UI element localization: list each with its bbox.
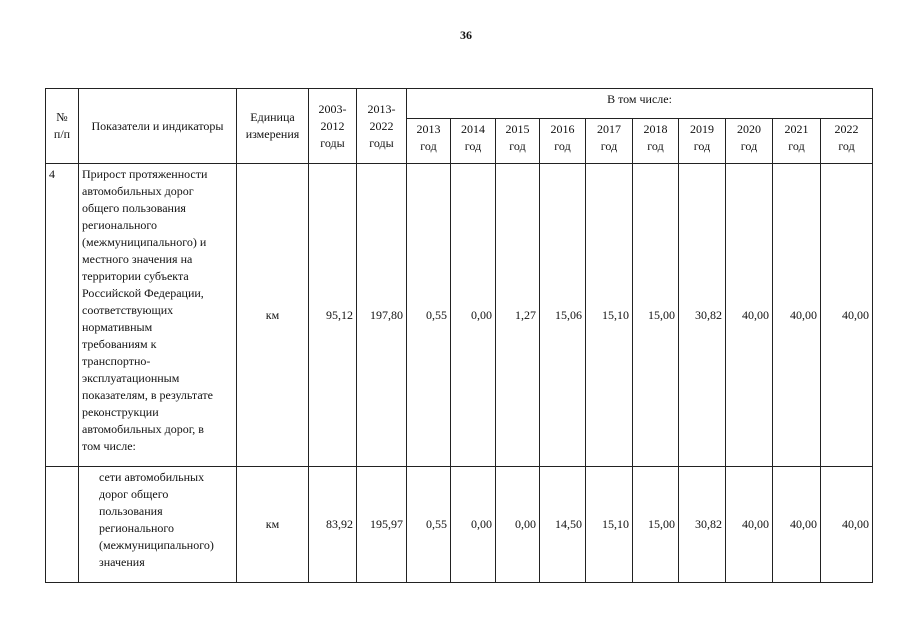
year-label: 2018: [643, 122, 668, 136]
year-suffix: год: [600, 139, 618, 153]
year-suffix: год: [509, 139, 526, 153]
header-unit-line-2: измерения: [245, 127, 300, 141]
value-2018: 15,00: [633, 467, 679, 583]
value-2019: 30,82: [679, 467, 726, 583]
row-number: 4: [46, 164, 79, 467]
header-in-total: В том числе:: [407, 89, 873, 119]
unit-cell: км: [237, 164, 309, 467]
indicator-line: территории субъекта: [82, 269, 189, 283]
header-unit: [237, 89, 309, 164]
indicators-table: [45, 88, 873, 583]
value-2022: 40,00: [821, 467, 873, 583]
indicator-line: (межмуниципального) и: [82, 235, 207, 249]
value-2015: 0,00: [496, 467, 540, 583]
year-label: 2017: [597, 122, 621, 136]
indicator-line: показателям, в результате: [82, 388, 213, 402]
value-2021: 40,00: [773, 467, 821, 583]
header-unit-line-1: Единица: [250, 110, 295, 124]
header-year-2013: [407, 119, 451, 164]
indicator-line: том числе:: [82, 439, 136, 453]
year-label: 2021: [784, 122, 809, 136]
value-2013: 0,55: [407, 164, 451, 467]
indicator-line: пользования: [99, 504, 163, 518]
value-2013-2022: 197,80: [357, 164, 407, 467]
value-2015: 1,27: [496, 164, 540, 467]
unit-cell: км: [237, 467, 309, 583]
header-period-2-line-3: годы: [369, 135, 394, 150]
indicator-line: эксплуатационным: [82, 371, 180, 385]
value-2020: 40,00: [726, 467, 773, 583]
table-row: [46, 467, 873, 583]
indicator-line: автомобильных дорог: [82, 184, 194, 198]
indicator-line: регионального: [82, 218, 158, 232]
year-label: 2016: [550, 122, 575, 136]
header-num: [46, 89, 79, 164]
table-row: [46, 164, 873, 467]
value-2021: 40,00: [773, 164, 821, 467]
indicator-line: местного значения на: [82, 252, 193, 266]
header-year-2019: [679, 119, 726, 164]
value-2013-2022: 195,97: [357, 467, 407, 583]
header-indicators: Показатели и индикаторы: [79, 89, 237, 164]
header-period-1-line-2: 2012: [320, 118, 345, 133]
value-2017: 15,10: [586, 467, 633, 583]
year-suffix: год: [464, 139, 482, 153]
year-suffix: год: [554, 139, 571, 153]
header-period-2003-2012: [309, 89, 357, 164]
value-2003-2012: 95,12: [309, 164, 357, 467]
year-suffix: год: [693, 139, 711, 153]
value-2014: 0,00: [451, 164, 496, 467]
indicator-line: сети автомобильных: [99, 470, 205, 484]
indicator-line: значения: [99, 555, 145, 569]
header-year-2020: [726, 119, 773, 164]
year-suffix: год: [420, 139, 437, 153]
year-label: 2019: [690, 122, 714, 136]
value-2013: 0,55: [407, 467, 451, 583]
year-label: 2014: [461, 122, 485, 136]
indicator-cell: [79, 467, 237, 583]
header-year-2014: [451, 119, 496, 164]
value-2019: 30,82: [679, 164, 726, 467]
row-number: [46, 467, 79, 583]
indicator-line: регионального: [99, 521, 175, 535]
value-2014: 0,00: [451, 467, 496, 583]
year-label: 2022: [834, 122, 859, 136]
header-period-2-line-2: 2022: [369, 118, 394, 133]
indicator-line: общего пользования: [82, 201, 186, 215]
indicator-line: реконструкции: [82, 405, 159, 419]
header-year-2018: [633, 119, 679, 164]
indicator-line: нормативным: [82, 320, 153, 334]
year-suffix: год: [647, 139, 664, 153]
value-2016: 14,50: [540, 467, 586, 583]
value-2003-2012: 83,92: [309, 467, 357, 583]
indicator-line: транспортно-: [82, 354, 151, 368]
value-2020: 40,00: [726, 164, 773, 467]
indicator-line: Российской Федерации,: [82, 286, 204, 300]
indicator-line: автомобильных дорог, в: [82, 422, 204, 436]
header-year-2022: [821, 119, 873, 164]
value-2018: 15,00: [633, 164, 679, 467]
header-year-2015: [496, 119, 540, 164]
header-year-2016: [540, 119, 586, 164]
header-year-2021: [773, 119, 821, 164]
indicator-line: требованиям к: [82, 337, 157, 351]
year-label: 2020: [737, 122, 761, 136]
year-suffix: год: [740, 139, 758, 153]
header-num-line-1: №: [56, 110, 68, 124]
header-period-2013-2022: [357, 89, 407, 164]
indicator-cell: [79, 164, 237, 467]
year-label: 2013: [416, 122, 441, 136]
header-period-2-line-1: 2013-: [367, 101, 396, 116]
year-suffix: год: [788, 139, 805, 153]
indicator-line: соответствующих: [82, 303, 174, 317]
indicator-line: (межмуниципального): [99, 538, 214, 552]
value-2016: 15,06: [540, 164, 586, 467]
year-label: 2015: [505, 122, 530, 136]
page-number: 36: [460, 28, 472, 42]
header-period-1-line-3: годы: [320, 135, 345, 150]
year-suffix: год: [838, 139, 855, 153]
indicator-line: дорог общего: [99, 487, 169, 501]
value-2017: 15,10: [586, 164, 633, 467]
header-num-line-2: п/п: [53, 127, 71, 141]
header-year-2017: [586, 119, 633, 164]
header-period-1-line-1: 2003-: [318, 101, 347, 116]
value-2022: 40,00: [821, 164, 873, 467]
indicator-line: Прирост протяженности: [82, 167, 208, 181]
